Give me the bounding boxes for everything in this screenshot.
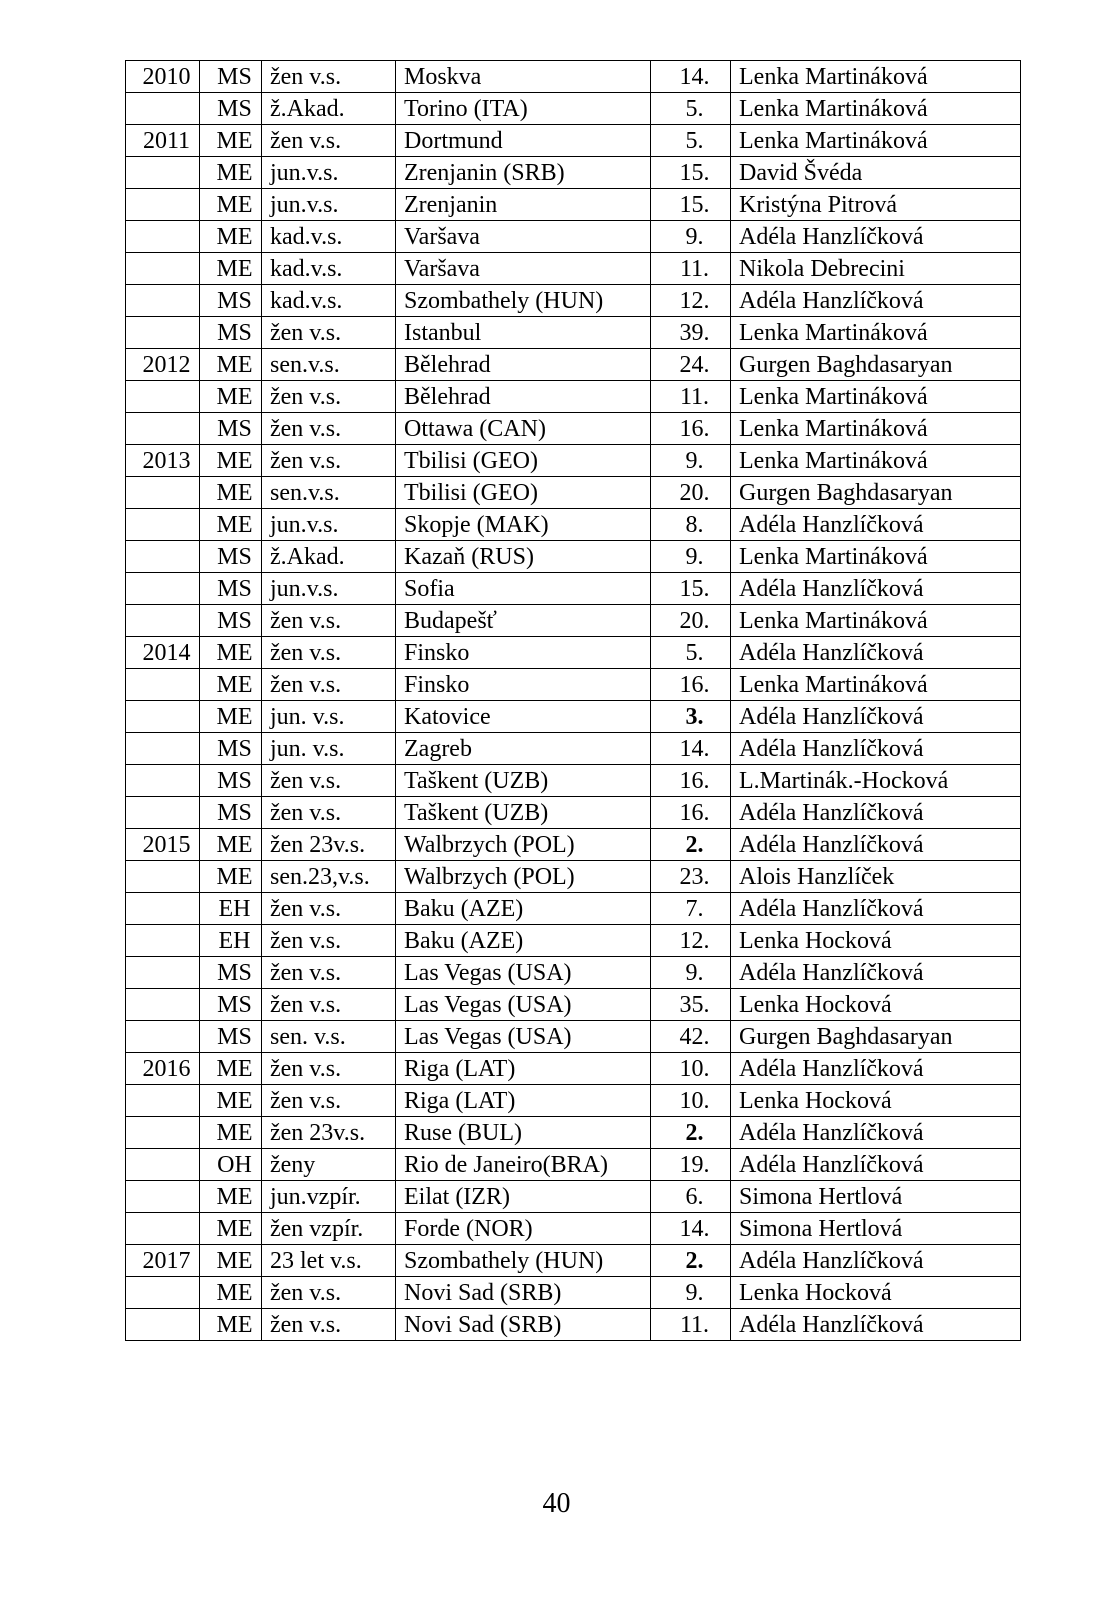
- category-cell: žen v.s.: [262, 797, 396, 829]
- athlete-name-cell: Lenka Hocková: [731, 1277, 1021, 1309]
- rank-cell: 10.: [651, 1053, 731, 1085]
- category-cell: kad.v.s.: [262, 221, 396, 253]
- year-cell: [126, 1149, 200, 1181]
- place-cell: Varšava: [396, 221, 651, 253]
- year-cell: 2013: [126, 445, 200, 477]
- place-cell: Ruse (BUL): [396, 1117, 651, 1149]
- athlete-name-cell: Gurgen Baghdasaryan: [731, 1021, 1021, 1053]
- year-cell: [126, 573, 200, 605]
- athlete-name-cell: Simona Hertlová: [731, 1213, 1021, 1245]
- competition-type-cell: MS: [200, 541, 262, 573]
- table-row: [126, 1053, 1021, 1085]
- place-cell: Zrenjanin: [396, 189, 651, 221]
- table-row: [126, 605, 1021, 637]
- athlete-name-cell: Adéla Hanzlíčková: [731, 285, 1021, 317]
- place-cell: Ottawa (CAN): [396, 413, 651, 445]
- table-row: [126, 189, 1021, 221]
- athlete-name-cell: Gurgen Baghdasaryan: [731, 477, 1021, 509]
- rank-cell: 3.: [651, 701, 731, 733]
- category-cell: jun. v.s.: [262, 733, 396, 765]
- category-cell: žen v.s.: [262, 925, 396, 957]
- table-row: [126, 157, 1021, 189]
- competition-type-cell: MS: [200, 93, 262, 125]
- table-row: [126, 701, 1021, 733]
- table-row: [126, 61, 1021, 93]
- athlete-name-cell: L.Martinák.-Hocková: [731, 765, 1021, 797]
- competition-type-cell: ME: [200, 1309, 262, 1341]
- category-cell: 23 let v.s.: [262, 1245, 396, 1277]
- rank-cell: 9.: [651, 1277, 731, 1309]
- rank-cell: 11.: [651, 381, 731, 413]
- competition-type-cell: ME: [200, 829, 262, 861]
- page-number: 40: [542, 1488, 571, 1519]
- place-cell: Sofia: [396, 573, 651, 605]
- place-cell: Finsko: [396, 637, 651, 669]
- rank-cell: 5.: [651, 125, 731, 157]
- competition-type-cell: OH: [200, 1149, 262, 1181]
- category-cell: kad.v.s.: [262, 285, 396, 317]
- table-row: [126, 1117, 1021, 1149]
- table-row: [126, 445, 1021, 477]
- category-cell: žen 23v.s.: [262, 1117, 396, 1149]
- competition-type-cell: ME: [200, 1085, 262, 1117]
- place-cell: Katovice: [396, 701, 651, 733]
- year-cell: [126, 189, 200, 221]
- place-cell: Szombathely (HUN): [396, 285, 651, 317]
- year-cell: [126, 93, 200, 125]
- rank-cell: 11.: [651, 1309, 731, 1341]
- rank-cell: 19.: [651, 1149, 731, 1181]
- rank-cell: 20.: [651, 605, 731, 637]
- table-row: [126, 541, 1021, 573]
- place-cell: Bělehrad: [396, 381, 651, 413]
- table-row: [126, 861, 1021, 893]
- table-row: [126, 989, 1021, 1021]
- athlete-name-cell: Alois Hanzlíček: [731, 861, 1021, 893]
- athlete-name-cell: Lenka Martináková: [731, 317, 1021, 349]
- rank-cell: 7.: [651, 893, 731, 925]
- year-cell: [126, 413, 200, 445]
- table-row: [126, 925, 1021, 957]
- competition-type-cell: MS: [200, 1021, 262, 1053]
- place-cell: Tbilisi (GEO): [396, 477, 651, 509]
- athlete-name-cell: Adéla Hanzlíčková: [731, 829, 1021, 861]
- competition-type-cell: MS: [200, 285, 262, 317]
- table-row: [126, 125, 1021, 157]
- table-row: [126, 349, 1021, 381]
- competition-type-cell: ME: [200, 125, 262, 157]
- year-cell: [126, 957, 200, 989]
- table-row: [126, 829, 1021, 861]
- year-cell: [126, 989, 200, 1021]
- rank-cell: 5.: [651, 93, 731, 125]
- place-cell: Las Vegas (USA): [396, 989, 651, 1021]
- place-cell: Budapešť: [396, 605, 651, 637]
- table-row: [126, 1245, 1021, 1277]
- competition-type-cell: ME: [200, 1213, 262, 1245]
- place-cell: Las Vegas (USA): [396, 1021, 651, 1053]
- table-row: [126, 957, 1021, 989]
- category-cell: žen v.s.: [262, 605, 396, 637]
- athlete-name-cell: Simona Hertlová: [731, 1181, 1021, 1213]
- competition-type-cell: ME: [200, 509, 262, 541]
- table-row: [126, 413, 1021, 445]
- competition-type-cell: MS: [200, 605, 262, 637]
- place-cell: Moskva: [396, 61, 651, 93]
- place-cell: Tbilisi (GEO): [396, 445, 651, 477]
- year-cell: [126, 1117, 200, 1149]
- athlete-name-cell: Adéla Hanzlíčková: [731, 1149, 1021, 1181]
- competition-type-cell: EH: [200, 893, 262, 925]
- results-table: [125, 60, 1021, 1341]
- category-cell: žen v.s.: [262, 1085, 396, 1117]
- table-row: [126, 477, 1021, 509]
- category-cell: jun.v.s.: [262, 509, 396, 541]
- rank-cell: 10.: [651, 1085, 731, 1117]
- table-row: [126, 1181, 1021, 1213]
- rank-cell: 20.: [651, 477, 731, 509]
- category-cell: žen v.s.: [262, 989, 396, 1021]
- table-row: [126, 253, 1021, 285]
- category-cell: jun. v.s.: [262, 701, 396, 733]
- year-cell: [126, 765, 200, 797]
- athlete-name-cell: Adéla Hanzlíčková: [731, 1245, 1021, 1277]
- category-cell: sen. v.s.: [262, 1021, 396, 1053]
- athlete-name-cell: Lenka Martináková: [731, 61, 1021, 93]
- category-cell: ž.Akad.: [262, 541, 396, 573]
- rank-cell: 15.: [651, 157, 731, 189]
- rank-cell: 14.: [651, 733, 731, 765]
- rank-cell: 9.: [651, 221, 731, 253]
- year-cell: [126, 893, 200, 925]
- athlete-name-cell: Kristýna Pitrová: [731, 189, 1021, 221]
- table-row: [126, 637, 1021, 669]
- year-cell: [126, 1085, 200, 1117]
- place-cell: Finsko: [396, 669, 651, 701]
- rank-cell: 2.: [651, 829, 731, 861]
- athlete-name-cell: Adéla Hanzlíčková: [731, 957, 1021, 989]
- rank-cell: 16.: [651, 765, 731, 797]
- category-cell: žen v.s.: [262, 125, 396, 157]
- athlete-name-cell: Adéla Hanzlíčková: [731, 893, 1021, 925]
- rank-cell: 15.: [651, 573, 731, 605]
- year-cell: [126, 925, 200, 957]
- rank-cell: 9.: [651, 445, 731, 477]
- competition-type-cell: ME: [200, 701, 262, 733]
- place-cell: Baku (AZE): [396, 893, 651, 925]
- place-cell: Szombathely (HUN): [396, 1245, 651, 1277]
- competition-type-cell: ME: [200, 1181, 262, 1213]
- category-cell: jun.v.s.: [262, 189, 396, 221]
- rank-cell: 15.: [651, 189, 731, 221]
- rank-cell: 8.: [651, 509, 731, 541]
- athlete-name-cell: Lenka Martináková: [731, 413, 1021, 445]
- year-cell: [126, 1277, 200, 1309]
- athlete-name-cell: Adéla Hanzlíčková: [731, 221, 1021, 253]
- competition-type-cell: MS: [200, 61, 262, 93]
- athlete-name-cell: Lenka Martináková: [731, 541, 1021, 573]
- competition-type-cell: ME: [200, 253, 262, 285]
- athlete-name-cell: Lenka Hocková: [731, 925, 1021, 957]
- table-row: [126, 733, 1021, 765]
- competition-type-cell: ME: [200, 637, 262, 669]
- table-row: [126, 669, 1021, 701]
- place-cell: Dortmund: [396, 125, 651, 157]
- rank-cell: 23.: [651, 861, 731, 893]
- place-cell: Riga (LAT): [396, 1053, 651, 1085]
- rank-cell: 9.: [651, 957, 731, 989]
- table-row: [126, 893, 1021, 925]
- table-row: [126, 1085, 1021, 1117]
- year-cell: 2011: [126, 125, 200, 157]
- competition-type-cell: ME: [200, 477, 262, 509]
- table-row: [126, 509, 1021, 541]
- place-cell: Forde (NOR): [396, 1213, 651, 1245]
- category-cell: ženy: [262, 1149, 396, 1181]
- category-cell: žen v.s.: [262, 445, 396, 477]
- rank-cell: 2.: [651, 1245, 731, 1277]
- year-cell: [126, 669, 200, 701]
- rank-cell: 39.: [651, 317, 731, 349]
- competition-type-cell: MS: [200, 573, 262, 605]
- rank-cell: 16.: [651, 413, 731, 445]
- athlete-name-cell: Lenka Martináková: [731, 93, 1021, 125]
- competition-type-cell: ME: [200, 1277, 262, 1309]
- rank-cell: 14.: [651, 61, 731, 93]
- rank-cell: 6.: [651, 1181, 731, 1213]
- athlete-name-cell: Adéla Hanzlíčková: [731, 573, 1021, 605]
- athlete-name-cell: Lenka Martináková: [731, 381, 1021, 413]
- competition-type-cell: ME: [200, 381, 262, 413]
- competition-type-cell: ME: [200, 1053, 262, 1085]
- athlete-name-cell: Adéla Hanzlíčková: [731, 637, 1021, 669]
- category-cell: sen.v.s.: [262, 477, 396, 509]
- category-cell: žen v.s.: [262, 1277, 396, 1309]
- competition-type-cell: ME: [200, 189, 262, 221]
- table-row: [126, 765, 1021, 797]
- table-row: [126, 317, 1021, 349]
- year-cell: [126, 221, 200, 253]
- place-cell: Riga (LAT): [396, 1085, 651, 1117]
- competition-type-cell: ME: [200, 349, 262, 381]
- year-cell: 2016: [126, 1053, 200, 1085]
- year-cell: [126, 381, 200, 413]
- table-row: [126, 1021, 1021, 1053]
- place-cell: Walbrzych (POL): [396, 829, 651, 861]
- competition-type-cell: ME: [200, 1245, 262, 1277]
- category-cell: žen v.s.: [262, 1309, 396, 1341]
- year-cell: 2015: [126, 829, 200, 861]
- rank-cell: 35.: [651, 989, 731, 1021]
- results-table-body: [126, 61, 1021, 1341]
- athlete-name-cell: David Švéda: [731, 157, 1021, 189]
- table-row: [126, 221, 1021, 253]
- place-cell: Varšava: [396, 253, 651, 285]
- category-cell: žen v.s.: [262, 893, 396, 925]
- competition-type-cell: MS: [200, 765, 262, 797]
- athlete-name-cell: Gurgen Baghdasaryan: [731, 349, 1021, 381]
- category-cell: žen 23v.s.: [262, 829, 396, 861]
- place-cell: Baku (AZE): [396, 925, 651, 957]
- athlete-name-cell: Adéla Hanzlíčková: [731, 701, 1021, 733]
- competition-type-cell: EH: [200, 925, 262, 957]
- competition-type-cell: MS: [200, 957, 262, 989]
- competition-type-cell: MS: [200, 317, 262, 349]
- category-cell: žen v.s.: [262, 637, 396, 669]
- table-row: [126, 797, 1021, 829]
- year-cell: [126, 1181, 200, 1213]
- athlete-name-cell: Lenka Martináková: [731, 445, 1021, 477]
- year-cell: [126, 1021, 200, 1053]
- athlete-name-cell: Lenka Martináková: [731, 125, 1021, 157]
- place-cell: Zrenjanin (SRB): [396, 157, 651, 189]
- year-cell: 2017: [126, 1245, 200, 1277]
- athlete-name-cell: Lenka Hocková: [731, 989, 1021, 1021]
- place-cell: Kazaň (RUS): [396, 541, 651, 573]
- table-row: [126, 1213, 1021, 1245]
- place-cell: Torino (ITA): [396, 93, 651, 125]
- place-cell: Taškent (UZB): [396, 797, 651, 829]
- rank-cell: 42.: [651, 1021, 731, 1053]
- athlete-name-cell: Lenka Martináková: [731, 605, 1021, 637]
- category-cell: žen v.s.: [262, 61, 396, 93]
- competition-type-cell: MS: [200, 797, 262, 829]
- athlete-name-cell: Adéla Hanzlíčková: [731, 733, 1021, 765]
- athlete-name-cell: Lenka Hocková: [731, 1085, 1021, 1117]
- table-row: [126, 285, 1021, 317]
- athlete-name-cell: Lenka Martináková: [731, 669, 1021, 701]
- rank-cell: 9.: [651, 541, 731, 573]
- competition-type-cell: ME: [200, 157, 262, 189]
- place-cell: Taškent (UZB): [396, 765, 651, 797]
- year-cell: [126, 285, 200, 317]
- year-cell: 2010: [126, 61, 200, 93]
- athlete-name-cell: Adéla Hanzlíčková: [731, 1053, 1021, 1085]
- rank-cell: 12.: [651, 285, 731, 317]
- category-cell: sen.23,v.s.: [262, 861, 396, 893]
- table-row: [126, 381, 1021, 413]
- category-cell: jun.v.s.: [262, 157, 396, 189]
- athlete-name-cell: Adéla Hanzlíčková: [731, 1309, 1021, 1341]
- place-cell: Zagreb: [396, 733, 651, 765]
- competition-type-cell: MS: [200, 989, 262, 1021]
- year-cell: 2014: [126, 637, 200, 669]
- rank-cell: 2.: [651, 1117, 731, 1149]
- competition-type-cell: MS: [200, 413, 262, 445]
- table-row: [126, 573, 1021, 605]
- year-cell: [126, 541, 200, 573]
- athlete-name-cell: Adéla Hanzlíčková: [731, 797, 1021, 829]
- category-cell: kad.v.s.: [262, 253, 396, 285]
- year-cell: [126, 861, 200, 893]
- year-cell: [126, 605, 200, 637]
- year-cell: [126, 477, 200, 509]
- category-cell: žen v.s.: [262, 765, 396, 797]
- year-cell: [126, 157, 200, 189]
- table-row: [126, 1277, 1021, 1309]
- competition-type-cell: MS: [200, 733, 262, 765]
- year-cell: [126, 733, 200, 765]
- year-cell: 2012: [126, 349, 200, 381]
- category-cell: jun.vzpír.: [262, 1181, 396, 1213]
- table-row: [126, 1309, 1021, 1341]
- year-cell: [126, 1213, 200, 1245]
- category-cell: žen v.s.: [262, 669, 396, 701]
- place-cell: Novi Sad (SRB): [396, 1309, 651, 1341]
- rank-cell: 16.: [651, 797, 731, 829]
- year-cell: [126, 701, 200, 733]
- competition-type-cell: ME: [200, 445, 262, 477]
- category-cell: žen vzpír.: [262, 1213, 396, 1245]
- rank-cell: 14.: [651, 1213, 731, 1245]
- competition-type-cell: ME: [200, 861, 262, 893]
- category-cell: ž.Akad.: [262, 93, 396, 125]
- place-cell: Skopje (MAK): [396, 509, 651, 541]
- place-cell: Bělehrad: [396, 349, 651, 381]
- athlete-name-cell: Adéla Hanzlíčková: [731, 1117, 1021, 1149]
- place-cell: Las Vegas (USA): [396, 957, 651, 989]
- category-cell: žen v.s.: [262, 381, 396, 413]
- category-cell: žen v.s.: [262, 1053, 396, 1085]
- table-row: [126, 1149, 1021, 1181]
- year-cell: [126, 797, 200, 829]
- rank-cell: 5.: [651, 637, 731, 669]
- category-cell: žen v.s.: [262, 317, 396, 349]
- place-cell: Eilat (IZR): [396, 1181, 651, 1213]
- year-cell: [126, 1309, 200, 1341]
- competition-type-cell: ME: [200, 669, 262, 701]
- year-cell: [126, 317, 200, 349]
- place-cell: Rio de Janeiro(BRA): [396, 1149, 651, 1181]
- category-cell: žen v.s.: [262, 957, 396, 989]
- category-cell: jun.v.s.: [262, 573, 396, 605]
- rank-cell: 16.: [651, 669, 731, 701]
- year-cell: [126, 253, 200, 285]
- year-cell: [126, 509, 200, 541]
- athlete-name-cell: Nikola Debrecini: [731, 253, 1021, 285]
- place-cell: Novi Sad (SRB): [396, 1277, 651, 1309]
- competition-type-cell: ME: [200, 1117, 262, 1149]
- category-cell: sen.v.s.: [262, 349, 396, 381]
- rank-cell: 11.: [651, 253, 731, 285]
- athlete-name-cell: Adéla Hanzlíčková: [731, 509, 1021, 541]
- rank-cell: 24.: [651, 349, 731, 381]
- rank-cell: 12.: [651, 925, 731, 957]
- category-cell: žen v.s.: [262, 413, 396, 445]
- place-cell: Walbrzych (POL): [396, 861, 651, 893]
- competition-type-cell: ME: [200, 221, 262, 253]
- table-row: [126, 93, 1021, 125]
- place-cell: Istanbul: [396, 317, 651, 349]
